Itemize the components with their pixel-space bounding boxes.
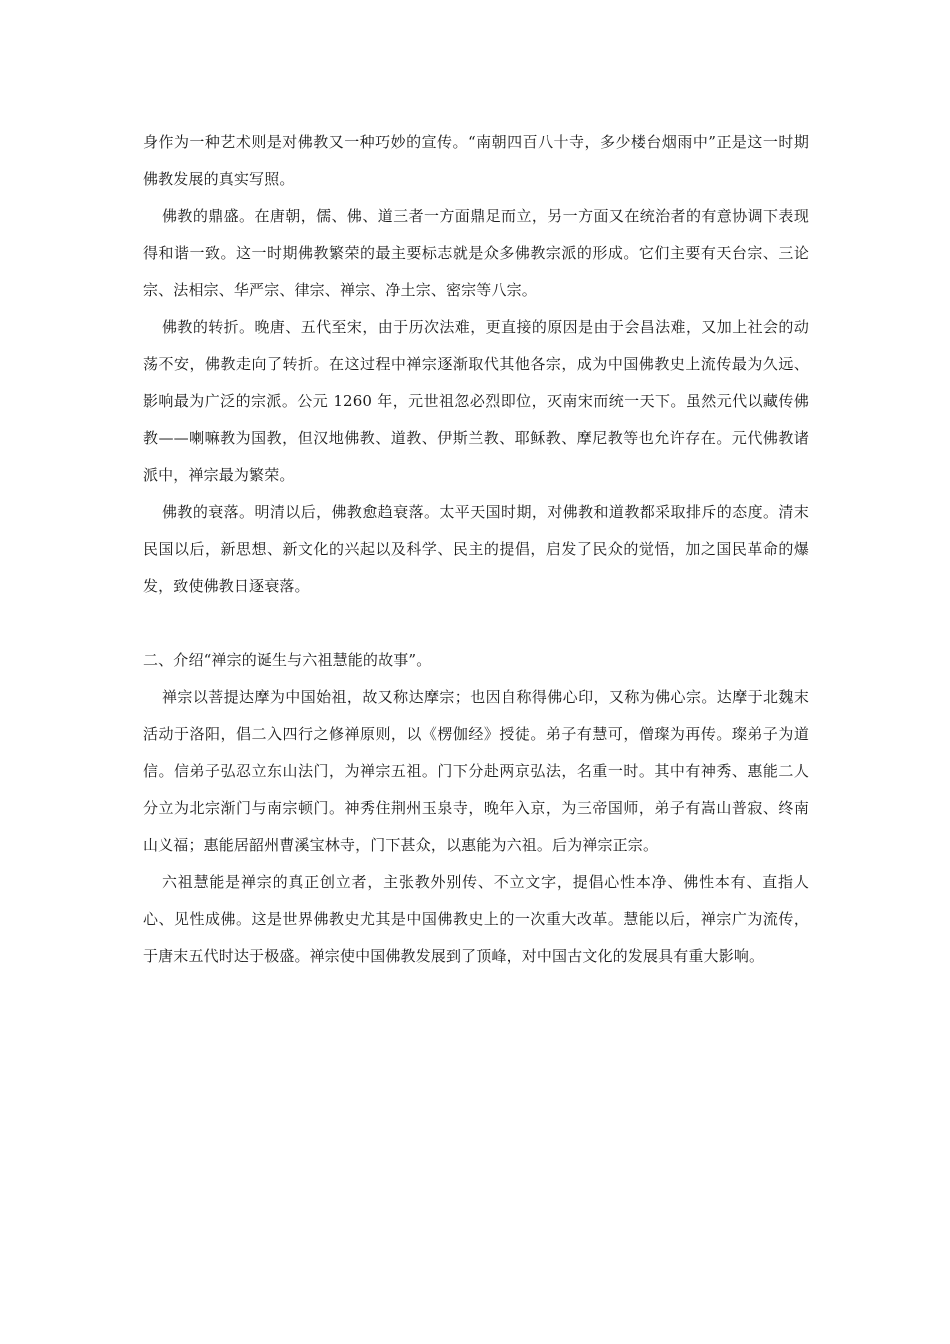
paragraph-buddhism-art-propaganda: 身作为一种艺术则是对佛教又一种巧妙的宣传。“南朝四百八十寺，多少楼台烟雨中”正是这一时期佛教发展的真实写照。 (143, 133, 809, 188)
paragraph-buddhism-peak: 佛教的鼎盛。在唐朝，儒、佛、道三者一方面鼎足而立，另一方面又在统治者的有意协调下表现得和谐一致。这一时期佛教繁荣的最主要标志就是众多佛教宗派的形成。它们主要有天台宗、三论宗、法相宗、华严宗、律宗、禅宗、净土宗、密宗等八宗。 (143, 207, 809, 299)
paragraph-spacer (143, 605, 809, 642)
paragraph-chan-origin: 禅宗以菩提达摩为中国始祖，故又称达摩宗；也因自称得佛心印，又称为佛心宗。达摩于北魏末活动于洛阳，倡二入四行之修禅原则，以《楞伽经》授徒。弟子有慧可，僧璨为再传。璨弟子为道信。信弟子弘忍立东山法门，为禅宗五祖。门下分赴两京弘法，名重一时。其中有神秀、惠能二人分立为北宗渐门与南宗顿门。神秀住荆州玉泉寺，晚年入京，为三帝国师，弟子有嵩山普寂、终南山义福；惠能居韶州曹溪宝林寺，门下甚众，以惠能为六祖。后为禅宗正宗。 (143, 688, 809, 854)
section-heading-chan-story: 二、介绍“禅宗的诞生与六祖慧能的故事”。 (143, 651, 432, 669)
document-body (143, 124, 809, 975)
paragraph-buddhism-turning-point: 佛教的转折。晚唐、五代至宋，由于历次法难，更直接的原因是由于会昌法难，又加上社会的动荡不安，佛教走向了转折。在这过程中禅宗逐渐取代其他各宗，成为中国佛教史上流传最为久远、影响最为广泛的宗派。公元 1260 年，元世祖忽必烈即位，灭南宋而统一天下。虽然元代以藏传佛教——喇嘛教为国教，但汉地佛教、道教、伊斯兰教、耶稣教、摩尼教等也允许存在。元代佛教诸派中，禅宗最为繁荣。 (143, 318, 809, 484)
paragraph-huineng-reform: 六祖慧能是禅宗的真正创立者，主张教外别传、不立文字，提倡心性本净、佛性本有、直指人心、见性成佛。这是世界佛教史尤其是中国佛教史上的一次重大改革。慧能以后，禅宗广为流传，于唐末五代时达于极盛。禅宗使中国佛教发展到了顶峰，对中国古文化的发展具有重大影响。 (143, 873, 809, 965)
paragraph-buddhism-decline: 佛教的衰落。明清以后，佛教愈趋衰落。太平天国时期，对佛教和道教都采取排斥的态度。清末民国以后，新思想、新文化的兴起以及科学、民主的提倡，启发了民众的觉悟，加之国民革命的爆发，致使佛教日逐衰落。 (143, 503, 809, 595)
